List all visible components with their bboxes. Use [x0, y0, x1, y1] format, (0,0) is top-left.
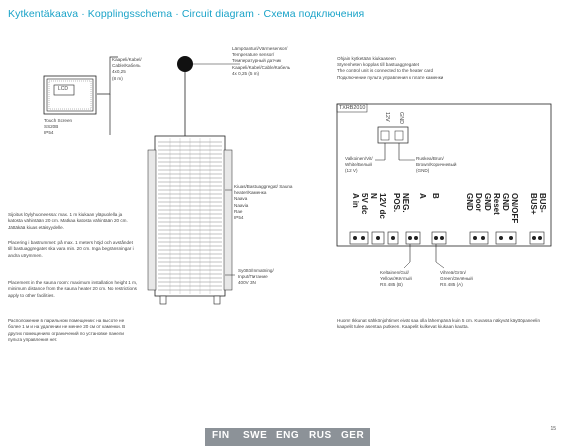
placement-note-en: Placement in the sauna room: maximum installation height 1 m, minimum distance from the sauna heater 20 cm. No restrictions apply to other facilities. [8, 280, 138, 298]
terminal-label: BUS+ [529, 193, 538, 215]
lang-fin[interactable]: FIN [212, 430, 230, 441]
terminal-label: Door [474, 193, 483, 212]
wire-brown-label: Ruskea/Brun/ Brown/Коричневый (GND) [416, 156, 457, 174]
terminal-label: 12V dc [378, 193, 387, 219]
placement-note-ru: Расположение в парильном помещении: на высоте не более 1 м и на удалении не менее 20 см от каменки. В других помещениях ограничений по установке панели пульта управления нет. [8, 318, 126, 343]
page-title: Kytkentäkaava · Kopplingsschema · Circuit diagram · Схема подключения [8, 8, 365, 20]
installation-note: Huom! Ikkunat sähkönjohtimet eivät saa olla lähempänä kuin 5 cm. Kuvassa näkyvät käyttöpaneelin kaapelit tulee asentaa putkeen. Kaapelit kulkevat kiukaan kautta. [337, 318, 541, 330]
terminal-label: BUS- [538, 193, 547, 213]
wire-green-label: Vihreä/Grön/ Green/Зелёный RS 485 (A) [440, 270, 473, 288]
terminal-label: POS. [392, 193, 401, 213]
terminal-label: B [431, 193, 440, 199]
lang-ger[interactable]: GER [341, 430, 365, 441]
placement-note-sv: Placering i bastrummet: på max. 1 meters höjd och avståndet till bastuaggregatet ska vara min. 20 cm. Inga begränsningar i andra utrymmen. [8, 240, 134, 258]
wire-white-label: Valkoinen/Vit/ White/Белый (12 V) [345, 156, 373, 174]
terminal-label: A [418, 193, 427, 199]
wire-yellow-label: Keltainen/Gul/ Yellow/Жёлтый RS 485 (B) [380, 270, 412, 288]
terminal-label: GND [483, 193, 492, 211]
terminal-label: Reset [492, 193, 501, 215]
heater-label: Kiuas/Bastuaggregat/ Sauna heater/Каменка Naava Naavia Rae IP54 [234, 184, 293, 221]
connector-label-12v: 12V [384, 112, 390, 122]
terminal-label: GND [501, 193, 510, 211]
control-board [337, 104, 551, 246]
terminal-label: ON/OFF [510, 193, 519, 224]
terminal-label: NEG. [401, 193, 410, 213]
board-label: TXRB2010 [339, 105, 366, 111]
page-number: 15 [550, 426, 556, 432]
touch-screen-label: Touch Screen SS20B IP54 [44, 118, 73, 136]
placement-note-fi: Sijoitus löylyhuoneessa: max. 1 m kiukaan yläpuolella ja katosta vähintään 20 cm. Matkaa katosta vähintään 20 cm. Jättäkää kiuas etäisyydelle. [8, 212, 128, 230]
cable-label: Kaapeli/Kabel/ Cable/Кабель 4x0,25 (8 m) [112, 57, 142, 81]
supply-label: Syöttö/Inmatning/ Input/Питание 400V 3N [238, 268, 274, 286]
connector-label-gnd: GND [398, 112, 404, 124]
lang-rus[interactable]: RUS [309, 430, 332, 441]
lcd-label: LCD [58, 86, 69, 92]
lang-eng[interactable]: ENG [276, 430, 300, 441]
terminal-label: 5V dc [360, 193, 369, 215]
temperature-sensor-label: Lämpöanturi/Värmesensor/ Temperature sensor/ Температурный датчик Kaapeli/Kabel/Cable/Кабель 4x 0,25 (5 m) [232, 46, 291, 76]
terminal-label: A in [351, 193, 360, 208]
terminal-label: N [369, 193, 378, 199]
heater-connection-note: Ohjain kytketään kiukaaseen Styrenheten kopplas till bastuaggregatet The control unit is connected to the heater card Подключение пульта управления к плате каменки [337, 56, 444, 80]
temperature-sensor [177, 56, 193, 72]
lang-swe[interactable]: SWE [243, 430, 268, 441]
terminal-label: GND [465, 193, 474, 211]
